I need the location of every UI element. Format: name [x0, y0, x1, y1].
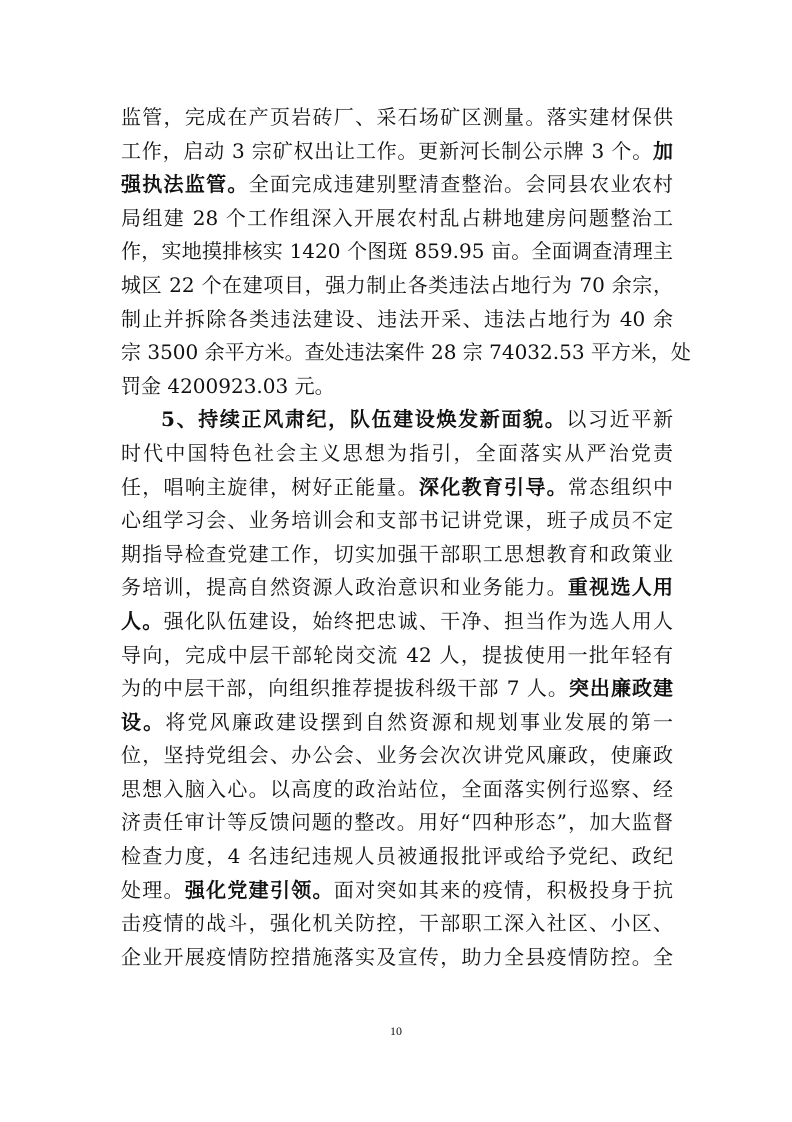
bold-text-segment: 深化教育引导。 [418, 474, 568, 499]
text-line [121, 135, 673, 169]
text-line [121, 907, 673, 941]
text-segment: 心组学习会、业务培训会和支部书记讲党课，班子成员不定 [121, 508, 673, 533]
text-segment: 强化队伍建设，始终把忠诚、干净、担当作为选人用人 [163, 608, 674, 633]
text-segment: 以习近平新 [566, 407, 673, 432]
text-line [121, 571, 673, 605]
text-line [121, 874, 673, 908]
bold-text-segment: 强化党建引领。 [184, 877, 334, 902]
text-segment: 思想入脑入心。以高度的政治站位，全面落实例行巡察、经 [121, 776, 673, 801]
text-line [121, 639, 673, 673]
text-line [121, 370, 673, 404]
bold-text-segment: 重视选人用 [567, 575, 674, 600]
body-text [121, 101, 691, 974]
text-line [121, 773, 673, 807]
text-line [121, 202, 673, 236]
text-segment: 制止并拆除各类违法建设、违法开采、违法占地行为 40 余 [121, 306, 673, 331]
text-line [121, 739, 673, 773]
text-segment: 为的中层干部，向组织推荐提拔科级干部 7 人。 [121, 676, 569, 701]
text-line [121, 706, 673, 740]
text-line [121, 303, 673, 337]
text-line [121, 101, 673, 135]
text-segment: 击疫情的战斗，强化机关防控，干部职工深入社区、小区、 [121, 911, 673, 936]
bold-text-segment: 人。 [121, 608, 164, 633]
text-line [121, 538, 673, 572]
text-segment: 作，实地摸排核实 1420 个图斑 859.95 亩。全面调查清理主 [121, 239, 673, 264]
text-line [121, 471, 673, 505]
text-segment: 时代中国特色社会主义思想为指引，全面落实从严治党责 [121, 440, 673, 465]
text-segment: 济责任审计等反馈问题的整改。用好“四种形态”，加大监督 [121, 810, 673, 835]
bold-text-segment: 5、持续正风肃纪，队伍建设焕发新面貌。 [161, 407, 567, 432]
text-segment: 务培训，提高自然资源人政治意识和业务能力。 [121, 575, 568, 600]
text-segment: 宗 3500 余平方米。查处违法案件 28 宗 74032.53 平方米，处 [121, 340, 691, 365]
text-line [121, 269, 673, 303]
text-segment: 将党风廉政建设摆到自然资源和规划事业发展的第一 [165, 709, 674, 734]
text-segment: 任，唱响主旋律，树好正能量。 [121, 474, 419, 499]
text-line [121, 806, 673, 840]
page-number: 10 [390, 1024, 402, 1038]
text-line [121, 504, 673, 538]
text-line [121, 336, 691, 370]
text-line [121, 672, 673, 706]
bold-text-segment: 设。 [121, 709, 166, 734]
text-segment: 位，坚持党组会、办公会、业务会次次讲党风廉政，使廉政 [121, 743, 673, 768]
text-segment: 面对突如其来的疫情，积极投身于抗 [333, 877, 674, 902]
text-segment: 检查力度，4 名违纪违规人员被通报批评或给予党纪、政纪 [121, 844, 673, 869]
text-segment: 全面完成违建别墅清查整治。会同县农业农村 [248, 172, 674, 197]
text-segment: 监管，完成在产页岩砖厂、采石场矿区测量。落实建材保供 [121, 105, 673, 129]
text-segment: 处理。 [121, 877, 185, 902]
text-line [121, 941, 673, 975]
text-segment: 企业开展疫情防控措施落实及宣传，助力全县疫情防控。全 [121, 944, 673, 969]
text-line [121, 840, 673, 874]
text-segment: 城区 22 个在建项目，强力制止各类违法占地行为 70 余宗， [121, 272, 673, 297]
text-segment: 工作，启动 3 宗矿权出让工作。更新河长制公示牌 3 个。 [121, 138, 653, 163]
text-segment: 局组建 28 个工作组深入开展农村乱占耕地建房问题整治工 [121, 205, 673, 230]
text-segment: 常态组织中 [567, 474, 674, 499]
text-line [121, 437, 673, 471]
bold-text-segment: 突出廉政建 [568, 676, 673, 701]
text-line [121, 605, 673, 639]
text-line [121, 168, 673, 202]
text-segment: 罚金 4200923.03 元。 [121, 373, 335, 398]
text-segment: 导向，完成中层干部轮岗交流 42 人，提拔使用一批年轻有 [121, 642, 673, 667]
section-heading-line [121, 403, 673, 437]
text-segment: 期指导检查党建工作，切实加强干部职工思想教育和政策业 [121, 541, 673, 566]
text-line [121, 235, 673, 269]
bold-text-segment: 强执法监管。 [121, 172, 249, 197]
bold-text-segment: 加 [653, 138, 673, 163]
